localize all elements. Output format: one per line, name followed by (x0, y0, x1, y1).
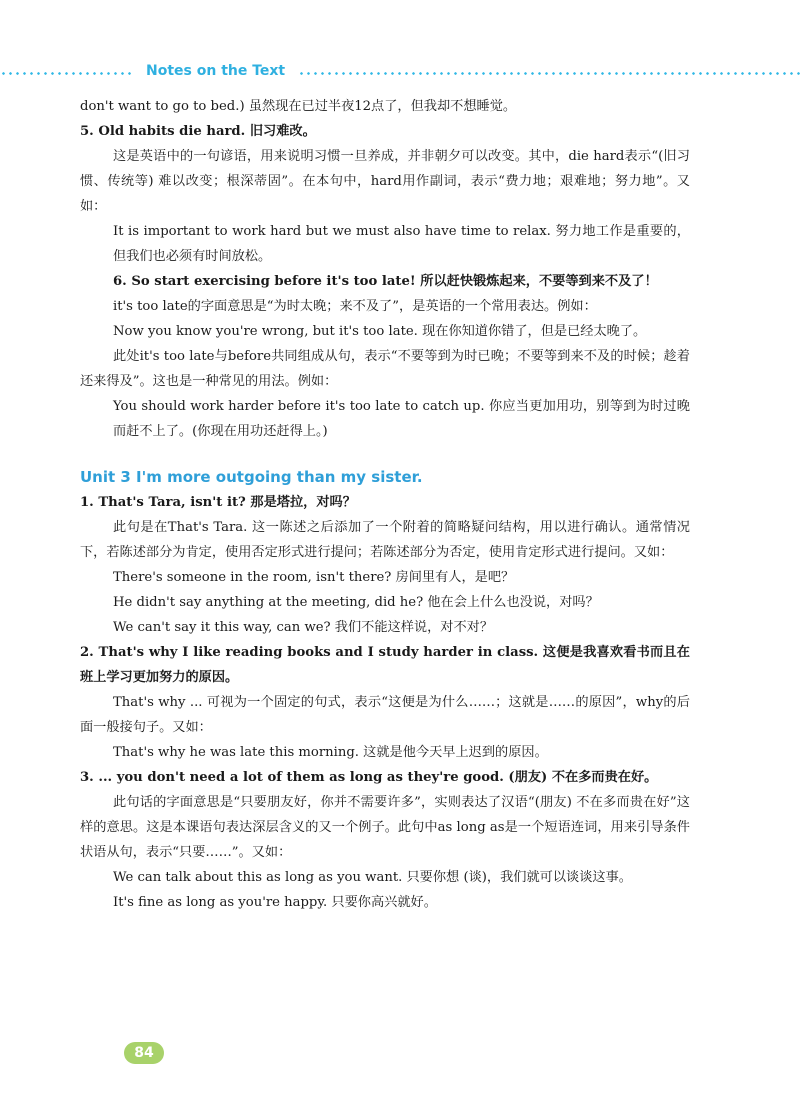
paragraph: We can talk about this as long as you want. 只要你想 (谈)，我们就可以谈谈这事。 (113, 870, 632, 885)
notes-content (80, 94, 690, 915)
header-dots-left (0, 72, 132, 75)
header-title: Notes on the Text (146, 63, 286, 79)
paragraph: He didn't say anything at the meeting, did he? 他在会上什么也没说，对吗？ (113, 595, 599, 610)
paragraph: 此句话的字面意思是“只要朋友好，你并不需要许多”，实则表达了汉语“(朋友) 不在多而贵在好”这样的意思。这是本课语句表达深层含义的又一个例子。此句中as long as是一个短语连词，用来引导条件状语从句，表示“只要……”。又如： (80, 795, 690, 860)
paragraph: it's too late的字面意思是“为时太晚；来不及了”，是英语的一个常用表达。例如： (113, 299, 597, 314)
paragraph: It is important to work hard but we must also have time to relax. 努力地工作是重要的，但我们也必须有时间放松。 (113, 224, 690, 264)
paragraph: don't want to go to bed.) 虽然现在已过半夜12点了，但我却不想睡觉。 (80, 99, 517, 114)
paragraph: There's someone in the room, isn't there? 房间里有人，是吧？ (113, 570, 515, 585)
paragraph: It's fine as long as you're happy. 只要你高兴就好。 (113, 895, 437, 910)
note-heading: 1. That's Tara, isn't it? 那是塔拉，对吗？ (80, 495, 356, 510)
page-number: 84 (124, 1042, 164, 1064)
paragraph: 此处it's too late与before共同组成从句，表示“不要等到为时已晚；不要等到来不及的时候；趁着还来得及”。这也是一种常见的用法。例如： (80, 349, 690, 389)
section-header (0, 62, 800, 84)
paragraph: You should work harder before it's too late to catch up. 你应当更加用功，别等到为时过晚而赶不上了。(你现在用功还赶得上。) (113, 399, 690, 439)
paragraph: 此句是在That's Tara. 这一陈述之后添加了一个附着的简略疑问结构，用以进行确认。通常情况下，若陈述部分为肯定，使用否定形式进行提问；若陈述部分为否定，使用肯定形式进行提问。又如： (80, 520, 690, 560)
note-heading: 5. Old habits die hard. 旧习难改。 (80, 124, 316, 139)
note-heading: 2. That's why I like reading books and I study harder in class. 这便是我喜欢看书而且在班上学习更加努力的原因。 (80, 645, 690, 685)
paragraph: Now you know you're wrong, but it's too late. 现在你知道你错了，但是已经太晚了。 (113, 324, 647, 339)
note-heading: 3. ... you don't need a lot of them as long as they're good. (朋友) 不在多而贵在好。 (80, 770, 658, 785)
unit-heading: Unit 3 I'm more outgoing than my sister. (80, 468, 423, 486)
header-dots-right (298, 72, 800, 75)
paragraph: That's why ... 可视为一个固定的句式，表示“这便是为什么……；这就是……的原因”，why的后面一般接句子。又如： (80, 695, 690, 735)
paragraph: That's why he was late this morning. 这就是他今天早上迟到的原因。 (113, 745, 548, 760)
paragraph: 这是英语中的一句谚语，用来说明习惯一旦养成，并非朝夕可以改变。其中，die hard表示“(旧习惯、传统等) 难以改变；根深蒂固”。在本句中，hard用作副词，表示“费力地；艰难地；努力地”。又如： (80, 149, 690, 214)
note-heading: 6. So start exercising before it's too late! 所以赶快锻炼起来，不要等到来不及了！ (113, 274, 658, 289)
paragraph: We can't say it this way, can we? 我们不能这样说，对不对？ (113, 620, 494, 635)
